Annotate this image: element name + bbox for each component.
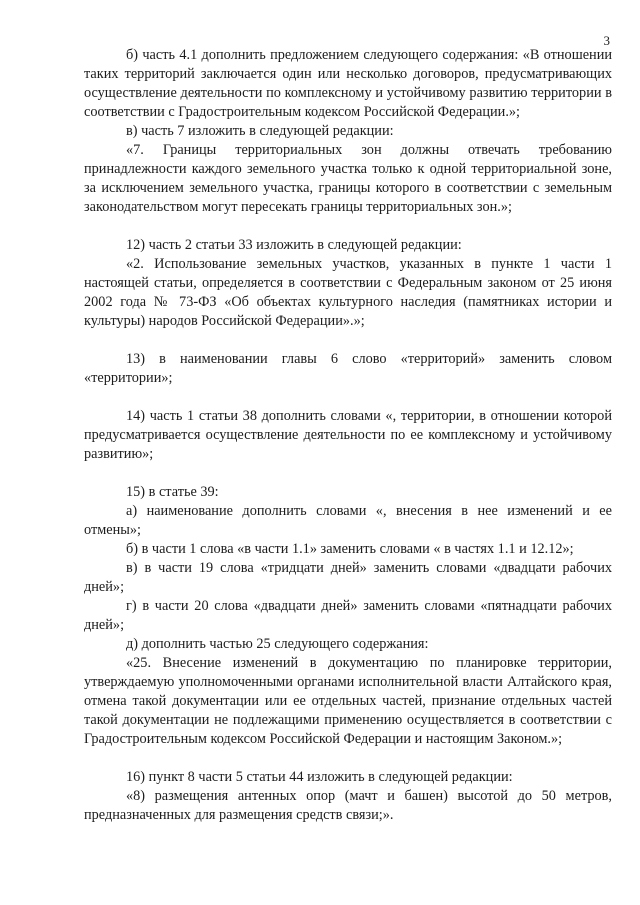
paragraph-gap (84, 331, 612, 350)
paragraph: «8) размещения антенных опор (мачт и башен) высотой до 50 метров, предназначенных для размещения средств связи;». (84, 788, 612, 823)
paragraph: 14) часть 1 статьи 38 дополнить словами «, территории, в отношении которой предусматривается осуществление деятельности по ее комплексному и устойчивому развитию»; (84, 408, 612, 462)
paragraph: б) в части 1 слова «в части 1.1» заменить словами « в частях 1.1 и 12.12»; (126, 541, 574, 557)
paragraph: д) дополнить частью 25 следующего содержания: (126, 636, 429, 652)
paragraph: в) в части 19 слова «тридцати дней» заменить словами «двадцати рабочих дней»; (84, 560, 612, 595)
paragraph-gap (84, 217, 612, 236)
paragraph: 15) в статье 39: (126, 484, 219, 500)
paragraph: «2. Использование земельных участков, указанных в пункте 1 части 1 настоящей статьи, определяется в соответствии с Федеральным законом от 25 июня 2002 года № 73-ФЗ «Об объектах культурного наследия (памятниках истории и культуры) народов Российской Федерации».»; (84, 256, 612, 329)
paragraph: а) наименование дополнить словами «, внесения в нее изменений и ее отмены»; (84, 503, 612, 538)
document-body (84, 46, 612, 825)
paragraph-gap (84, 464, 612, 483)
page-number: 3 (603, 33, 610, 48)
paragraph: б) часть 4.1 дополнить предложением следующего содержания: «В отношении таких территорий заключается один или несколько договоров, предусматривающих осуществление деятельности по комплексному и устойчивому развитию территории в соответствии с Градостроительным кодексом Российской Федерации.»; (84, 47, 612, 120)
paragraph: 13) в наименовании главы 6 слово «территорий» заменить словом «территории»; (84, 351, 612, 386)
paragraph-gap (84, 388, 612, 407)
paragraph: «25. Внесение изменений в документацию по планировке территории, утверждаемую уполномоченными органами исполнительной власти Алтайского края, отмена такой документации или ее отдельных частей, признание отдельных частей такой документации не подлежащими применению осуществляется в соответствии с Градостроительным кодексом Российской Федерации и настоящим Законом.»; (84, 655, 612, 747)
paragraph: в) часть 7 изложить в следующей редакции: (126, 123, 394, 139)
paragraph: 12) часть 2 статьи 33 изложить в следующей редакции: (126, 237, 462, 253)
paragraph: 16) пункт 8 части 5 статьи 44 изложить в следующей редакции: (126, 769, 513, 785)
paragraph-gap (84, 749, 612, 768)
paragraph: г) в части 20 слова «двадцати дней» заменить словами «пятнадцати рабочих дней»; (84, 598, 612, 633)
paragraph: «7. Границы территориальных зон должны отвечать требованию принадлежности каждого земельного участка только к одной территориальной зоне, за исключением земельного участка, границы которого в соответствии с земельным законодательством могут пересекать границы территориальных зон.»; (84, 142, 612, 215)
